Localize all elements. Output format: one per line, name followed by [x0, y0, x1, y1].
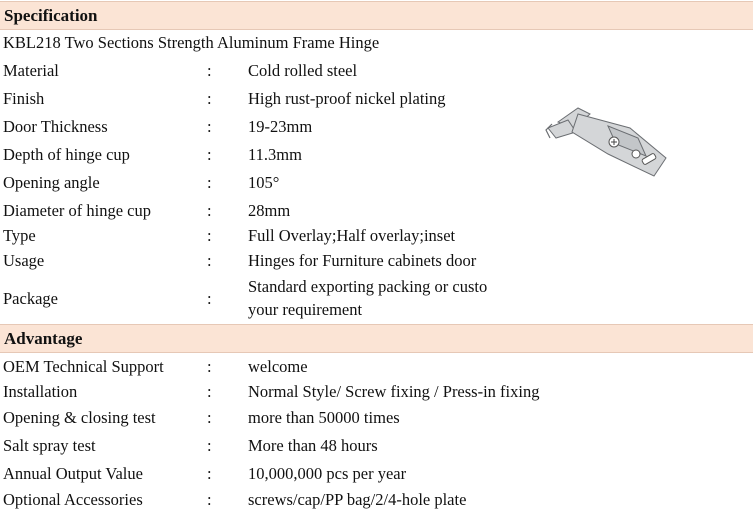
advantage-separator: : [207, 464, 212, 483]
spec-label: Door Thickness [3, 117, 108, 136]
spec-label: Diameter of hinge cup [3, 201, 151, 220]
specification-heading: Specification [4, 6, 98, 25]
spec-value: Standard exporting packing or custo [248, 277, 488, 296]
spec-separator: : [207, 289, 212, 308]
spec-value: 11.3mm [248, 145, 302, 164]
advantage-label: Annual Output Value [3, 464, 143, 483]
spec-value: Full Overlay;Half overlay;inset [248, 226, 456, 245]
spec-separator: : [207, 117, 212, 136]
advantage-separator: : [207, 408, 212, 427]
advantage-label: Installation [3, 382, 78, 401]
spec-value: Cold rolled steel [248, 61, 358, 80]
spec-separator: : [207, 145, 212, 164]
advantage-label: Salt spray test [3, 436, 96, 455]
product-title: KBL218 Two Sections Strength Aluminum Frame Hinge [3, 33, 380, 52]
spec-separator: : [207, 61, 212, 80]
spec-separator: : [207, 89, 212, 108]
advantage-header [0, 324, 753, 353]
spec-label: Opening angle [3, 173, 100, 192]
spec-label: Type [3, 226, 36, 245]
advantage-label: Opening & closing test [3, 408, 156, 427]
advantage-value: More than 48 hours [248, 436, 378, 455]
spec-label: Finish [3, 89, 45, 108]
hinge-product-image [538, 98, 670, 188]
advantage-value: screws/cap/PP bag/2/4-hole plate [248, 490, 467, 509]
spec-label: Usage [3, 251, 45, 270]
advantage-separator: : [207, 357, 212, 376]
advantage-heading: Advantage [4, 329, 83, 348]
spec-value: 19-23mm [248, 117, 313, 136]
advantage-separator: : [207, 490, 212, 509]
spec-separator: : [207, 173, 212, 192]
specification-header [0, 1, 753, 30]
spec-label: Material [3, 61, 59, 80]
advantage-value: 10,000,000 pcs per year [248, 464, 407, 483]
spec-value: 105° [248, 173, 280, 192]
spec-value: High rust-proof nickel plating [248, 89, 446, 108]
advantage-separator: : [207, 382, 212, 401]
spec-separator: : [207, 226, 212, 245]
hinge-screw-2 [632, 150, 640, 158]
spec-separator: : [207, 251, 212, 270]
spec-label: Depth of hinge cup [3, 145, 130, 164]
advantage-value: welcome [248, 357, 308, 376]
spec-value-line2: your requirement [248, 300, 363, 319]
advantage-label: OEM Technical Support [3, 357, 164, 376]
spec-separator: : [207, 201, 212, 220]
advantage-value: more than 50000 times [248, 408, 400, 427]
advantage-separator: : [207, 436, 212, 455]
spec-value: 28mm [248, 201, 291, 220]
advantage-value: Normal Style/ Screw fixing / Press-in fixing [248, 382, 540, 401]
spec-label: Package [3, 289, 58, 308]
spec-value: Hinges for Furniture cabinets door [248, 251, 477, 270]
advantage-label: Optional Accessories [3, 490, 143, 509]
